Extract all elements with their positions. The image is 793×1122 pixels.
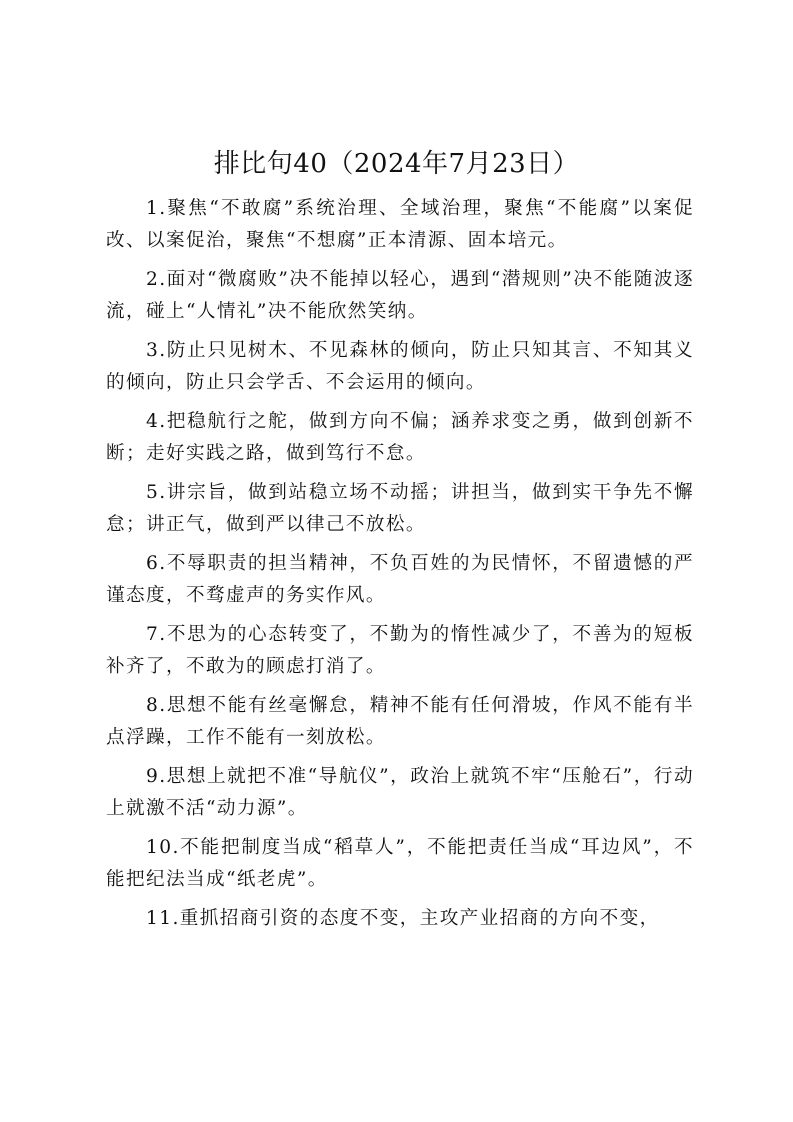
paragraph-7: 7.不思为的心态转变了，不勤为的惰性减少了，不善为的短板补齐了，不敢为的顾虑打消了。 [106, 624, 694, 677]
paragraph-9: 9.思想上就把不准“导航仪”，政治上就筑不牢“压舱石”，行动上就激不活“动力源”。 [106, 766, 694, 819]
paragraph-10: 10.不能把制度当成“稻草人”，不能把责任当成“耳边风”，不能把纪法当成“纸老虎”。 [106, 837, 694, 890]
paragraph-11: 11.重抓招商引资的态度不变，主攻产业招商的方向不变， [146, 908, 660, 929]
paragraph-8: 8.思想不能有丝毫懈怠，精神不能有任何滑坡，作风不能有半点浮躁，工作不能有一刻放松。 [106, 695, 694, 748]
document-body [106, 193, 694, 942]
paragraph-1: 1.聚焦“不敢腐”系统治理、全域治理，聚焦“不能腐”以案促改、以案促治，聚焦“不想腐”正本清源、固本培元。 [106, 198, 694, 251]
document-title: 排比句40（2024年7月23日） [213, 149, 580, 179]
paragraph-2: 2.面对“微腐败”决不能掉以轻心，遇到“潜规则”决不能随波逐流，碰上“人情礼”决不能欣然笑纳。 [106, 269, 694, 322]
paragraph-4: 4.把稳航行之舵，做到方向不偏；涵养求变之勇，做到创新不断；走好实践之路，做到笃行不怠。 [106, 411, 694, 464]
paragraph-5: 5.讲宗旨，做到站稳立场不动摇；讲担当，做到实干争先不懈怠；讲正气，做到严以律己不放松。 [106, 482, 694, 535]
paragraph-3: 3.防止只见树木、不见森林的倾向，防止只知其言、不知其义的倾向，防止只会学舌、不会运用的倾向。 [106, 340, 694, 393]
paragraph-6: 6.不辱职责的担当精神，不负百姓的为民情怀，不留遗憾的严谨态度，不骛虚声的务实作风。 [106, 553, 694, 606]
